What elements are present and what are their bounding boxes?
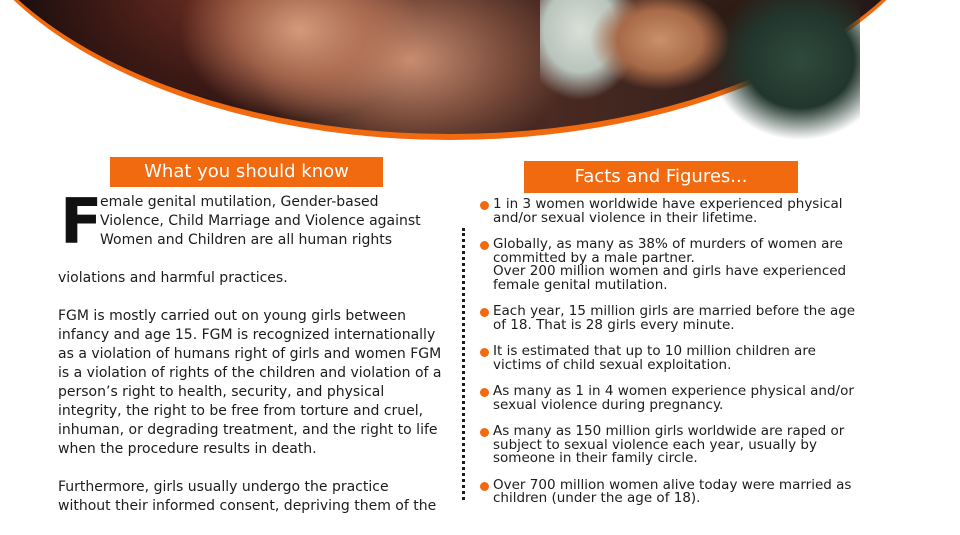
facts-and-figures-header: Facts and Figures... — [524, 161, 798, 193]
hero-photo — [0, 0, 960, 134]
fact-item — [480, 425, 865, 466]
fact-text: It is estimated that up to 10 million children are victims of child sexual exploitation. — [493, 343, 816, 373]
bullet-icon — [480, 482, 489, 491]
column-divider — [462, 228, 465, 500]
intro-paragraph — [58, 185, 443, 269]
fact-item — [480, 345, 865, 372]
fact-text: Each year, 15 million girls are married before the age of 18. That is 28 girls every minute. — [493, 303, 856, 333]
bullet-icon — [480, 348, 489, 357]
hero-photo-children — [540, 0, 860, 140]
bullet-icon — [480, 388, 489, 397]
fact-item — [480, 476, 865, 506]
consent-paragraph: Furthermore, girls usually undergo the practice without their informed consent, depriving them of the — [58, 479, 437, 514]
fgm-paragraph: FGM is mostly carried out on young girls between infancy and age 15. FGM is recognized internationally as a violation of humans right of girls and women FGM is a violation of rights of the children and violation of a person’s right to health, security, and physical integrity, the right to be free from torture and cruel, inhuman, or degrading treatment, and the right to life when the procedure results in death. — [58, 308, 442, 457]
fact-text: As many as 150 million girls worldwide are raped or subject to sexual violence each year, usually by someone in their family circle. — [493, 423, 845, 466]
left-column — [58, 185, 443, 535]
fact-item — [480, 238, 865, 292]
fact-item — [480, 385, 865, 412]
fact-text: As many as 1 in 4 women experience physical and/or sexual violence during pregnancy. — [493, 383, 854, 413]
fact-text: 1 in 3 women worldwide have experienced physical and/or sexual violence in their lifetime. — [493, 196, 843, 226]
what-you-should-know-header: What you should know — [110, 157, 383, 187]
bullet-icon — [480, 308, 489, 317]
fact-item — [480, 198, 865, 225]
intro-text-tail: violations and harmful practices. — [58, 270, 288, 286]
bullet-icon — [480, 428, 489, 437]
intro-text: emale genital mutilation, Gender-based Violence, Child Marriage and Violence against Women and Children are all human rights — [100, 194, 421, 248]
drop-cap: F — [60, 185, 103, 258]
facts-list — [480, 198, 865, 519]
fact-text-extra: Over 200 million women and girls have experienced female genital mutilation. — [493, 263, 847, 293]
fact-text: Over 700 million women alive today were married as children (under the age of 18). — [493, 476, 852, 506]
fact-item — [480, 305, 865, 332]
bullet-icon — [480, 241, 489, 250]
bullet-icon — [480, 201, 489, 210]
fact-text: Globally, as many as 38% of murders of women are committed by a male partner. — [493, 236, 843, 266]
hero-banner — [0, 0, 960, 140]
